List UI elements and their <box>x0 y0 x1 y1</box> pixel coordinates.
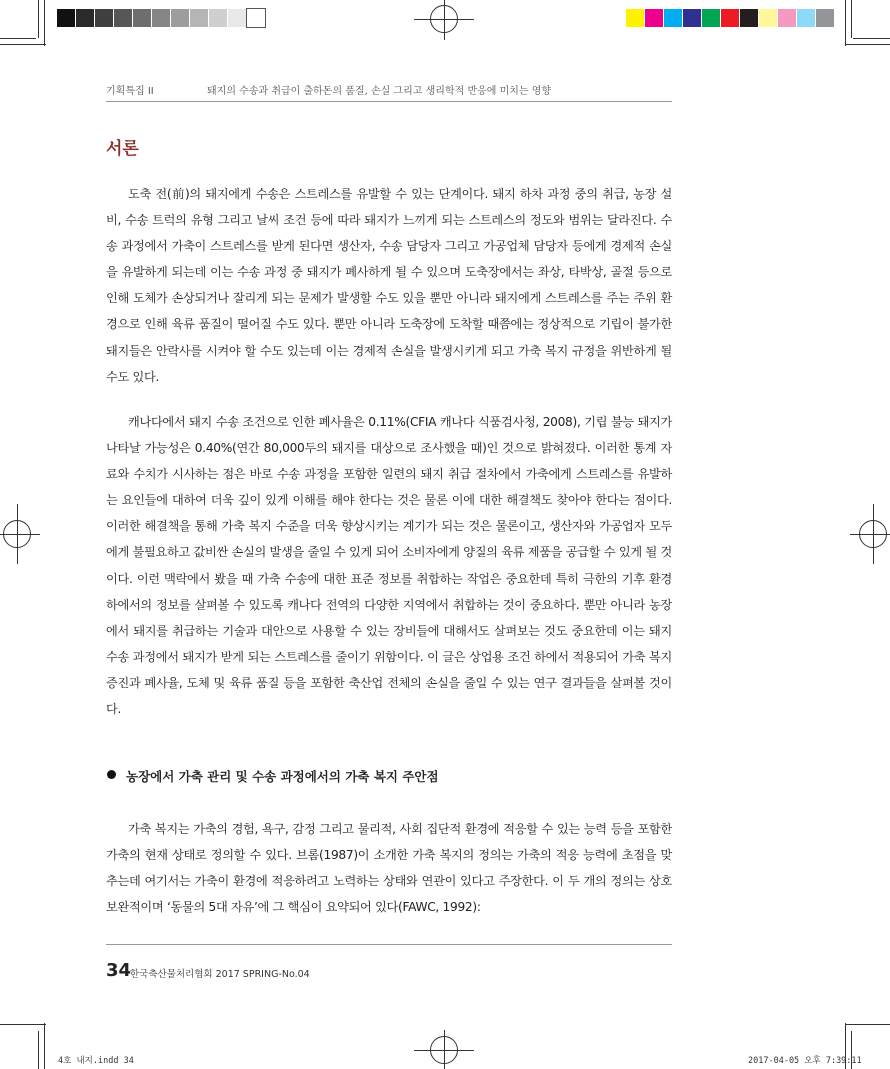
footer-rule <box>106 944 672 945</box>
color-swatch <box>209 9 227 27</box>
color-swatch <box>778 9 796 27</box>
color-swatch <box>57 9 75 27</box>
color-swatch <box>95 9 113 27</box>
body-paragraph-3: 가축 복지는 가축의 경험, 욕구, 감정 그리고 물리적, 사회 집단적 환경에 적응할 수 있는 능력 등을 포함한 가축의 현재 상태로 정의할 수 있다. 브롬(1987)이 소개한 가축 복지의 정의는 가축의 적응 능력에 초점을 맞추는데 여기서는 가축이 환경에 적응하려고 노력하는 상태와 연관이 있다고 주장한다. 이 두 개의 정의는 상호 보완적이며 ‘동물의 5대 자유’에 그 핵심이 요약되어 있다(FAWC, 1992): <box>106 822 672 915</box>
publication-info: 한국축산물처리협회 2017 SPRING-No.04 <box>130 969 310 980</box>
page-number: 34 <box>106 960 132 981</box>
color-swatch <box>76 9 94 27</box>
running-title: 돼지의 수송과 취급이 출하돈의 품질, 손실 그리고 생리학적 반응에 미치는 영향 <box>207 86 552 97</box>
slug-filename: 4호 내지.indd 34 <box>58 1056 134 1066</box>
header-rule <box>106 101 672 102</box>
body-paragraph-1: 도축 전(前)의 돼지에게 수송은 스트레스를 유발할 수 있는 단계이다. 돼지 하차 과정 중의 취급, 농장 설비, 수송 트럭의 유형 그리고 날씨 조건 등에 따라 돼지가 느끼게 되는 스트레스의 정도와 범위는 달라진다. 수송 과정에서 가축이 스트레스를 받게 된다면 생산자, 수송 담당자 그리고 가공업체 담당자 등에게 경제적 손실을 유발하게 되는데 이는 수송 과정 중 돼지가 폐사하게 될 수 있으며 도축장에서는 좌상, 타박상, 골절 등으로 인해 도체가 손상되거나 잘리게 되는 문제가 발생할 수도 있을 뿐만 아니라 돼지에게 스트레스를 주는 주위 환경으로 인해 육류 품질이 떨어질 수도 있다. 뿐만 아니라 도축장에 도착할 때쯤에는 정상적으로 기립이 불가한 돼지들은 안락사를 시켜야 할 수도 있는데 이는 경제적 손실을 발생시키게 되고 가축 복지 규정을 위반하게 될 수도 있다. <box>106 187 672 384</box>
color-swatch <box>664 9 682 27</box>
color-swatch <box>759 9 777 27</box>
color-swatch <box>171 9 189 27</box>
color-swatch <box>133 9 151 27</box>
section-label: 기획특집 II <box>106 86 154 97</box>
color-swatch <box>626 9 644 27</box>
color-swatch <box>721 9 739 27</box>
color-swatch <box>797 9 815 27</box>
section-heading: 서론 <box>106 139 139 159</box>
color-swatch <box>114 9 132 27</box>
body-paragraph-2: 캐나다에서 돼지 수송 조건으로 인한 폐사율은 0.11%(CFIA 캐나다 식품검사청, 2008), 기립 불능 돼지가 나타날 가능성은 0.40%(연간 80,000두의 돼지를 대상으로 조사했을 때)인 것으로 밝혀졌다. 이러한 통계 자료와 수치가 시사하는 점은 바로 수송 과정을 포함한 일련의 돼지 취급 절차에서 가축에게 스트레스를 유발하는 요인들에 대하여 더욱 깊이 있게 이해를 해야 한다는 것은 물론 이에 대한 해결책도 찾아야 한다는 점이다. 이러한 해결책을 통해 가축 복지 수준을 더욱 향상시키는 계기가 되는 것은 물론이고, 생산자와 가공업자 모두에게 불필요하고 값비싼 손실의 발생을 줄일 수 있게 되어 소비자에게 양질의 육류 제품을 공급할 수 있게 될 것이다. 이런 맥락에서 봤을 때 가축 수송에 대한 표준 정보를 취합하는 작업은 중요한데 특히 극한의 기후 환경 하에서의 정보를 살펴볼 수 있도록 캐나다 전역의 다양한 지역에서 취합하는 것이 중요하다. 뿐만 아니라 농장에서 돼지를 취급하는 기술과 대안으로 사용할 수 있는 장비들에 대해서도 살펴보는 것도 중요한데 이는 돼지 수송 과정에서 돼지가 받게 되는 스트레스를 줄이기 위함이다. 이 글은 상업용 조건 하에서 적용되어 가축 복지 증진과 폐사율, 도체 및 육류 품질 등을 포함한 축산업 전체의 손실을 줄일 수 있는 연구 결과들을 살펴볼 것이다. <box>106 415 672 717</box>
subheading: 농장에서 가축 관리 및 수송 과정에서의 가축 복지 주안점 <box>126 769 439 784</box>
color-swatch <box>247 9 265 27</box>
color-swatch <box>645 9 663 27</box>
color-swatch <box>152 9 170 27</box>
color-swatch <box>740 9 758 27</box>
color-swatch <box>702 9 720 27</box>
color-swatch <box>683 9 701 27</box>
color-swatch <box>816 9 834 27</box>
color-swatch <box>228 9 246 27</box>
slug-datetime: 2017-04-05 오후 7:39:11 <box>748 1056 862 1066</box>
color-swatch <box>190 9 208 27</box>
bullet-icon <box>107 770 116 779</box>
